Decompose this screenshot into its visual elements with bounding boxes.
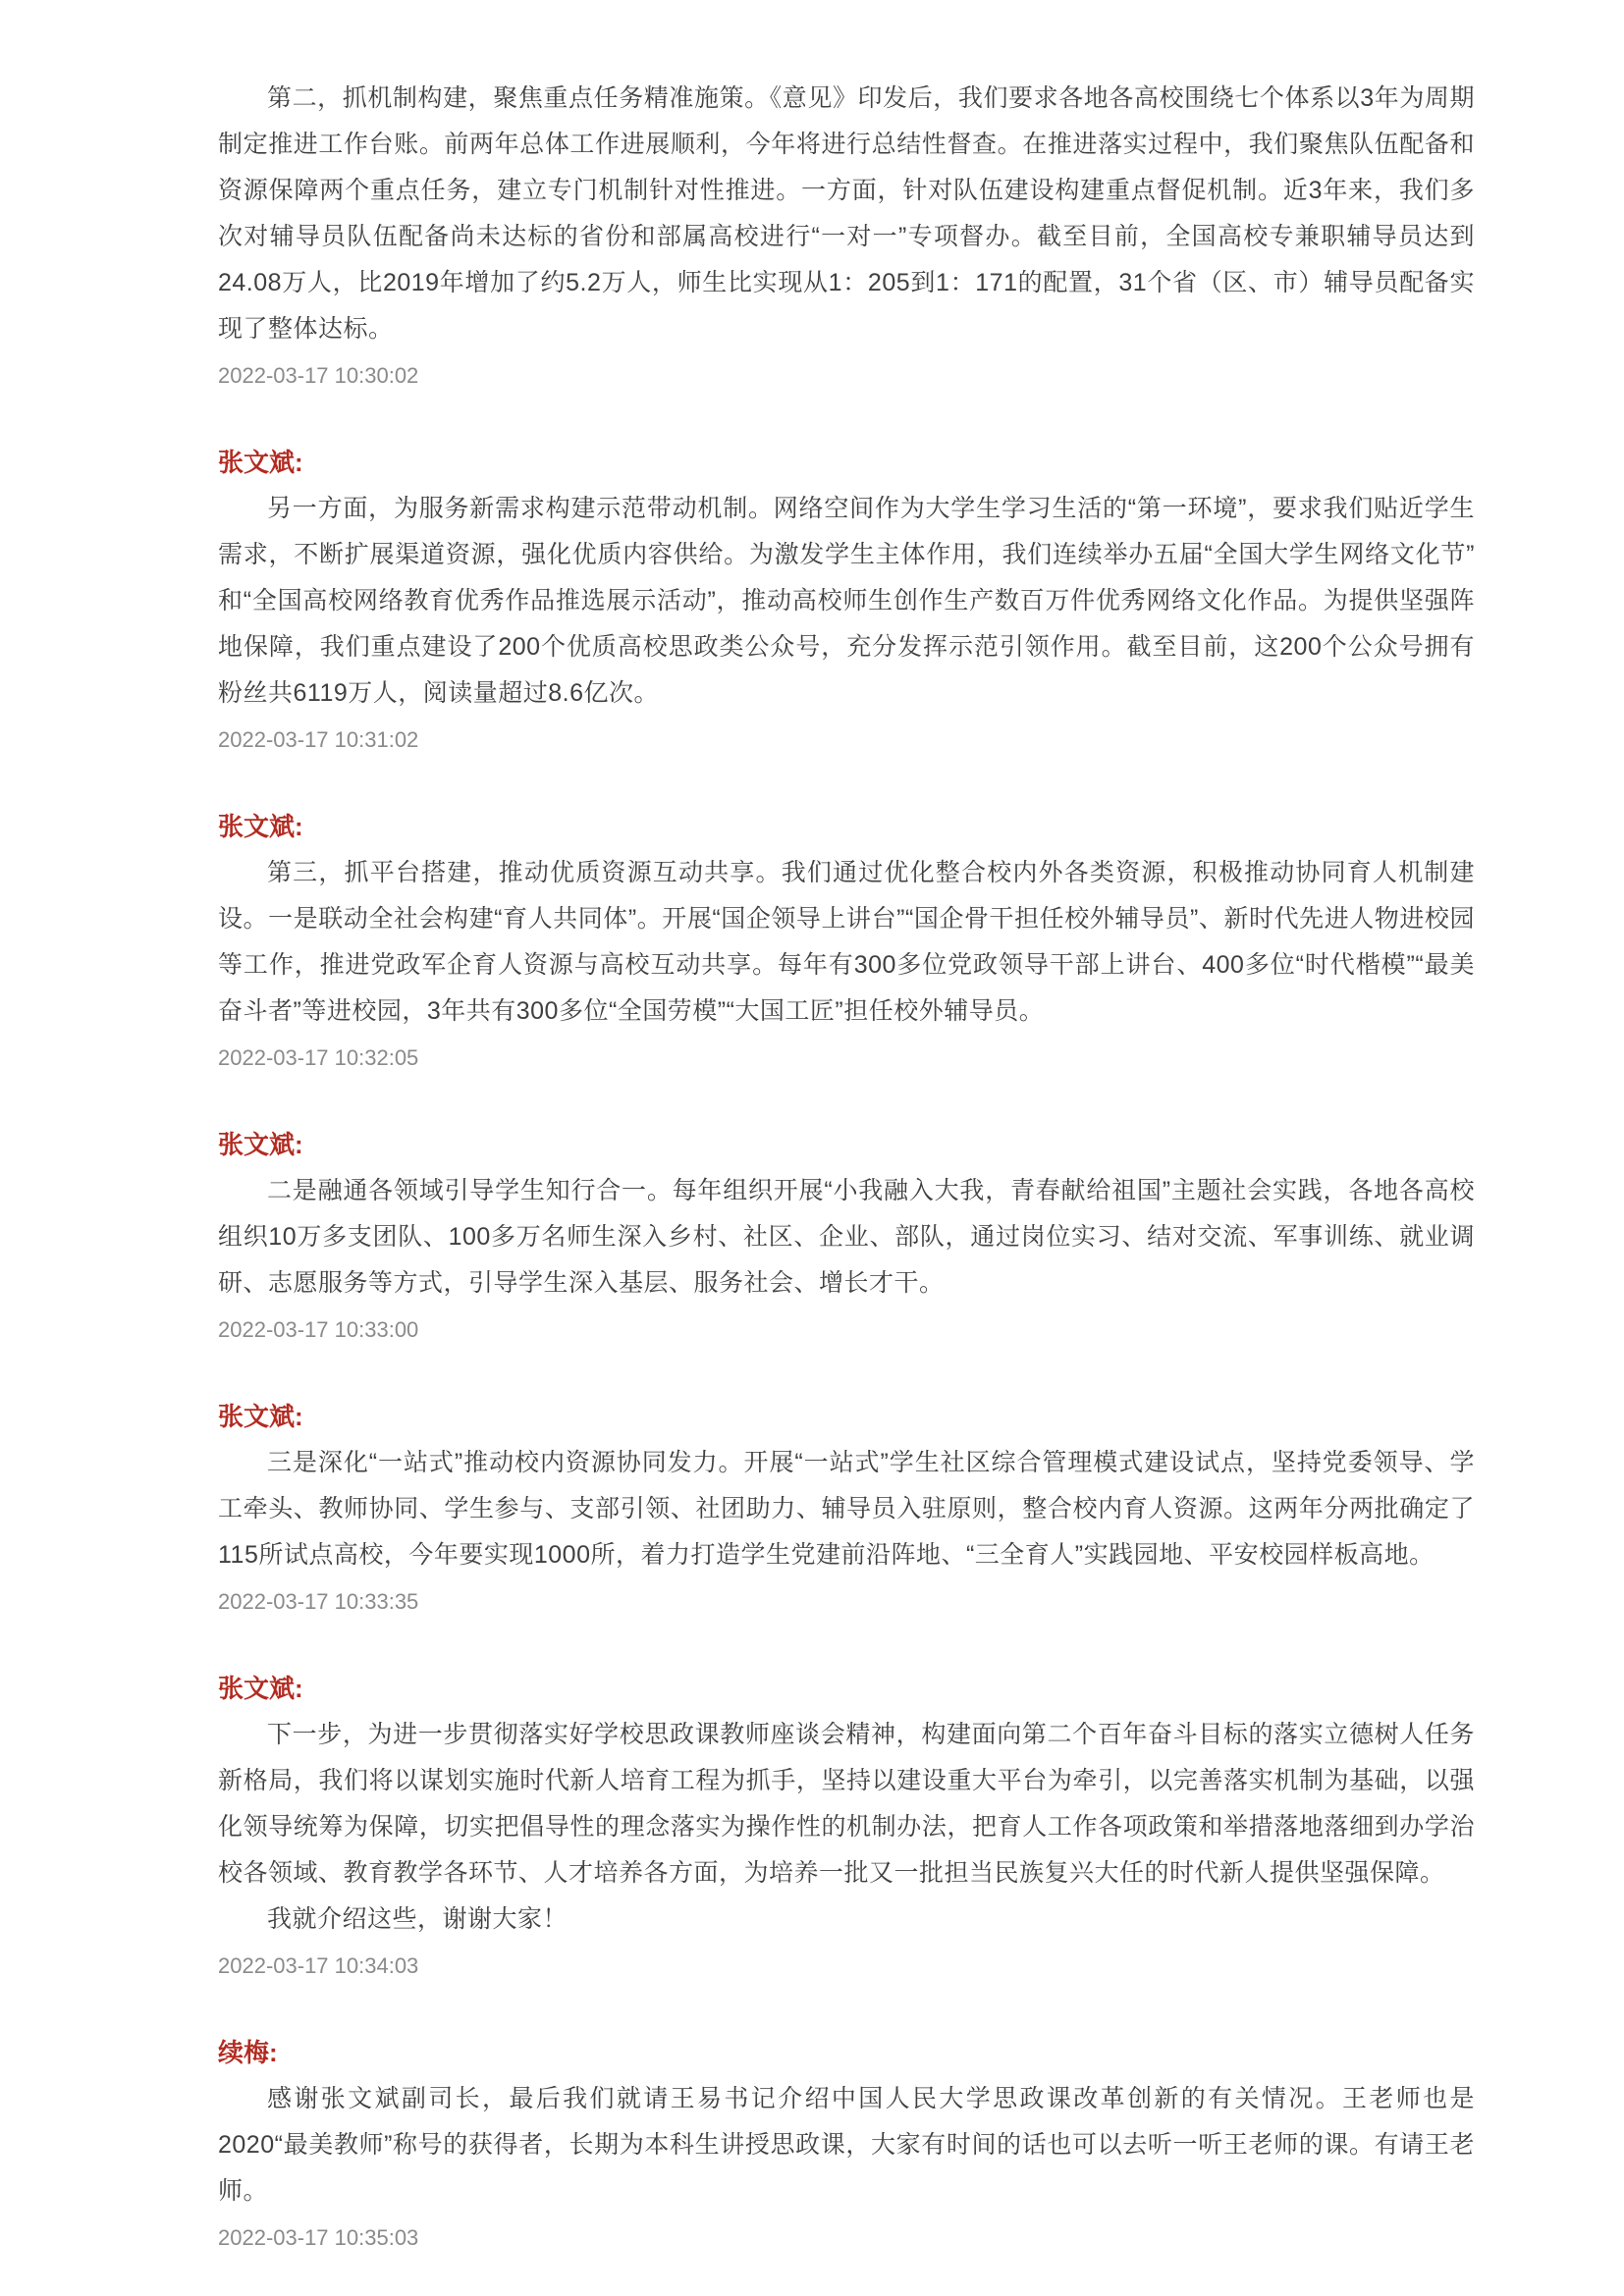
transcript-page xyxy=(218,0,1475,2261)
timestamp: 2022-03-17 10:34:03 xyxy=(218,1953,419,1978)
transcript-paragraph: 二是融通各领域引导学生知行合一。每年组织开展“小我融入大我，青春献给祖国”主题社会实践，各地各高校组织10万多支团队、100多万名师生深入乡村、社区、企业、部队，通过岗位实习、结对交流、军事训练、就业调研、志愿服务等方式，引导学生深入基层、服务社会、增长才干。 xyxy=(218,1177,1475,1297)
transcript-paragraph: 下一步，为进一步贯彻落实好学校思政课教师座谈会精神，构建面向第二个百年奋斗目标的落实立德树人任务新格局，我们将以谋划实施时代新人培育工程为抓手，坚持以建设重大平台为牵引，以完善落实机制为基础，以强化领导统筹为保障，切实把倡导性的理念落实为操作性的机制办法，把育人工作各项政策和举措落地落细到办学治校各领域、教育教学各环节、人才培养各方面，为培养一批又一批担当民族复兴大任的时代新人提供坚强保障。 xyxy=(218,1721,1475,1887)
speaker-name: 张文斌: xyxy=(218,1402,303,1431)
transcript-paragraph: 三是深化“一站式”推动校内资源协同发力。开展“一站式”学生社区综合管理模式建设试点，坚持党委领导、学工牵头、教师协同、学生参与、支部引领、社团助力、辅导员入驻原则，整合校内育人资源。这两年分两批确定了115所试点高校，今年要实现1000所，着力打造学生党建前沿阵地、“三全育人”实践园地、平安校园样板高地。 xyxy=(218,1449,1475,1569)
speaker-name: 张文斌: xyxy=(218,1674,303,1703)
speaker-name: 张文斌: xyxy=(218,448,303,477)
transcript-entry xyxy=(218,440,1475,763)
speaker-name: 张文斌: xyxy=(218,1130,303,1159)
transcript-entry xyxy=(218,2030,1475,2261)
transcript-entry xyxy=(218,1122,1475,1353)
timestamp: 2022-03-17 10:30:02 xyxy=(218,363,419,388)
transcript-paragraph: 另一方面，为服务新需求构建示范带动机制。网络空间作为大学生学习生活的“第一环境”，要求我们贴近学生需求，不断扩展渠道资源，强化优质内容供给。为激发学生主体作用，我们连续举办五届“全国大学生网络文化节”和“全国高校网络教育优秀作品推选展示活动”，推动高校师生创作生产数百万件优秀网络文化作品。为提供坚强阵地保障，我们重点建设了200个优质高校思政类公众号，充分发挥示范引领作用。截至目前，这200个公众号拥有粉丝共6119万人，阅读量超过8.6亿次。 xyxy=(218,495,1475,707)
timestamp: 2022-03-17 10:32:05 xyxy=(218,1045,419,1070)
transcript-paragraph: 我就介绍这些，谢谢大家！ xyxy=(267,1905,568,1933)
transcript-entry xyxy=(218,804,1475,1081)
transcript-entry xyxy=(218,1666,1475,1989)
transcript-paragraph: 感谢张文斌副司长，最后我们就请王易书记介绍中国人民大学思政课改革创新的有关情况。王老师也是2020“最美教师”称号的获得者，长期为本科生讲授思政课，大家有时间的话也可以去听一听王老师的课。有请王老师。 xyxy=(218,2085,1475,2205)
timestamp: 2022-03-17 10:33:35 xyxy=(218,1589,419,1614)
transcript-entry xyxy=(218,1394,1475,1625)
timestamp: 2022-03-17 10:31:02 xyxy=(218,727,419,752)
timestamp: 2022-03-17 10:33:00 xyxy=(218,1317,419,1342)
speaker-name: 续梅: xyxy=(218,2038,278,2067)
transcript-paragraph: 第三，抓平台搭建，推动优质资源互动共享。我们通过优化整合校内外各类资源，积极推动协同育人机制建设。一是联动全社会构建“育人共同体”。开展“国企领导上讲台”“国企骨干担任校外辅导员”、新时代先进人物进校园等工作，推进党政军企育人资源与高校互动共享。每年有300多位党政领导干部上讲台、400多位“时代楷模”“最美奋斗者”等进校园，3年共有300多位“全国劳模”“大国工匠”担任校外辅导员。 xyxy=(218,859,1475,1025)
timestamp: 2022-03-17 10:35:03 xyxy=(218,2225,419,2250)
transcript-paragraph: 第二，抓机制构建，聚焦重点任务精准施策。《意见》印发后，我们要求各地各高校围绕七个体系以3年为周期制定推进工作台账。前两年总体工作进展顺利，今年将进行总结性督查。在推进落实过程中，我们聚焦队伍配备和资源保障两个重点任务，建立专门机制针对性推进。一方面，针对队伍建设构建重点督促机制。近3年来，我们多次对辅导员队伍配备尚未达标的省份和部属高校进行“一对一”专项督办。截至目前，全国高校专兼职辅导员达到24.08万人，比2019年增加了约5.2万人，师生比实现从1：205到1：171的配置，31个省（区、市）辅导员配备实现了整体达标。 xyxy=(218,84,1475,343)
transcript-entry xyxy=(218,76,1475,399)
speaker-name: 张文斌: xyxy=(218,812,303,841)
